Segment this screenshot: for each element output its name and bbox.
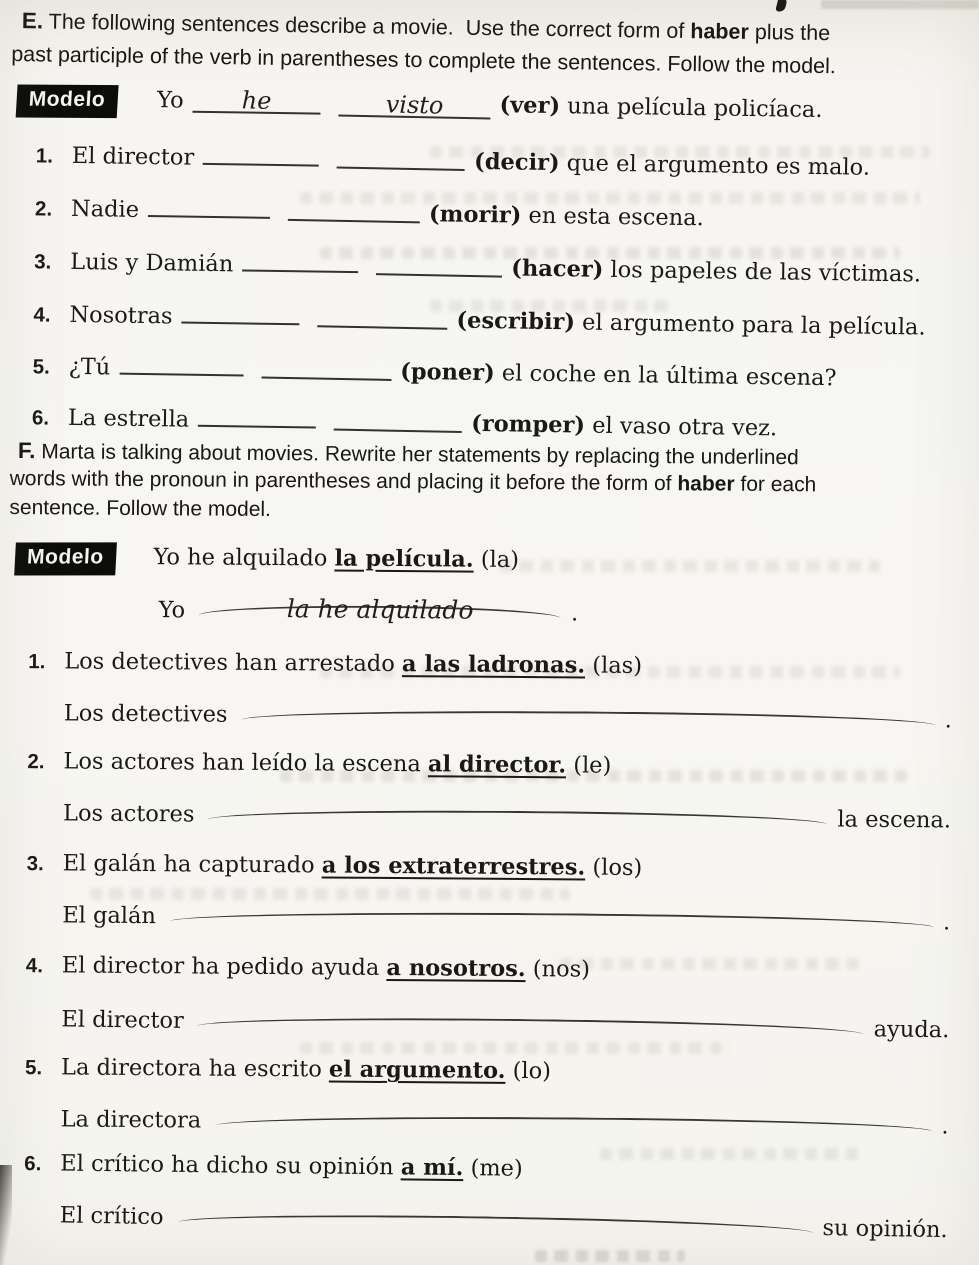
sentence-rest: los papeles de las víctimas. — [603, 256, 922, 288]
exercise-f-answer-3 — [62, 902, 950, 935]
exercise-f-answer-2 — [63, 800, 951, 833]
answer-line — [170, 910, 933, 932]
answer-subject: Los detectives — [63, 700, 228, 728]
exercise-e-item-1 — [36, 132, 871, 180]
pronoun-cue: (los) — [585, 854, 643, 881]
exercise-f-model-answer — [158, 594, 579, 627]
answer-subject: El crítico — [59, 1202, 164, 1231]
exercise-f-instructions-line1: F. Marta is talking about movies. Rewrite her statements by replacing the underlined — [17, 438, 799, 470]
answer-blank — [198, 397, 316, 429]
answer-subject: Yo — [158, 597, 186, 624]
exercise-f-item-6 — [24, 1150, 523, 1182]
item-number: 6. — [31, 406, 50, 430]
pronoun-cue: (me) — [463, 1155, 523, 1182]
item-number: 3. — [26, 852, 44, 876]
answer-blank — [317, 297, 448, 329]
item-number: 6. — [24, 1152, 42, 1176]
verb-cue: (poner) — [400, 358, 495, 387]
sentence-rest: una película policíaca. — [559, 93, 823, 124]
underlined-phrase: a los extraterrestres. — [321, 852, 586, 881]
item-number: 3. — [34, 250, 52, 274]
answer-suffix: . — [944, 707, 952, 734]
exercise-f-section — [4, 438, 968, 1265]
answer-line — [208, 809, 827, 830]
answer-line — [215, 1115, 931, 1137]
pronoun-cue: (nos) — [525, 956, 591, 983]
answer-suffix: su opinión. — [822, 1215, 948, 1244]
cutoff-glyph-artifact — [775, 0, 787, 13]
sentence-rest: en esta escena. — [521, 202, 704, 232]
sentence-rest: el argumento para la película. — [574, 309, 926, 341]
item-subject: Nosotras — [69, 301, 173, 330]
answer-blank — [334, 401, 463, 433]
exercise-f-item-5 — [25, 1054, 551, 1084]
answer-suffix: la escena. — [837, 806, 952, 834]
answer-blank — [181, 294, 299, 326]
answer-blank — [148, 187, 270, 219]
exercise-e-item-5 — [32, 343, 836, 391]
exercise-f-answer-6 — [60, 1202, 948, 1243]
item-sentence: Los detectives han arrestado a las ladronas. (las) — [64, 648, 643, 679]
answer-line — [198, 1015, 864, 1039]
exercise-e-item-4 — [33, 291, 926, 340]
handwritten-answer: la he alquilado — [286, 594, 474, 625]
item-sentence: El crítico ha dicho su opinión a mí. (me) — [60, 1150, 523, 1182]
verb-cue: (hacer) — [511, 255, 604, 283]
answer-line — [199, 594, 561, 625]
item-number: 2. — [27, 750, 45, 774]
exercise-e-item-3 — [34, 238, 921, 287]
answer-subject: El director — [61, 1006, 184, 1034]
answer-suffix: . — [941, 1113, 949, 1140]
verb-cue: (morir) — [428, 201, 522, 229]
item-sentence: El director ha pedido ayuda a nosotros. (nos) — [61, 952, 591, 983]
item-number: 4. — [25, 954, 44, 978]
answer-subject: El galán — [62, 902, 157, 930]
answer-line — [177, 1211, 812, 1238]
answer-line — [241, 709, 934, 730]
answer-blank — [203, 135, 319, 167]
pronoun-cue: (las) — [585, 652, 643, 679]
scan-edge-bar — [821, 0, 979, 9]
underlined-phrase: el argumento. — [328, 1056, 506, 1084]
exercise-f-item-4 — [26, 952, 590, 982]
underlined-phrase: a mí. — [400, 1154, 464, 1182]
exercise-e-item-6 — [32, 394, 778, 441]
verb-cue: (escribir) — [456, 307, 576, 336]
exercise-f-answer-1 — [64, 700, 952, 733]
exercise-e-instructions-line2: past participle of the verb in parentheses to complete the sentences. Follow the model. — [11, 41, 837, 79]
answer-subject: Los actores — [62, 800, 195, 828]
exercise-f-instructions-line3: sentence. Follow the model. — [9, 495, 272, 522]
item-number: 4. — [33, 303, 51, 327]
answer-blank — [192, 83, 320, 115]
verb-cue: (romper) — [470, 410, 586, 439]
answer-suffix: . — [942, 909, 951, 936]
exercise-f-answer-4 — [61, 1006, 949, 1043]
item-number: 5. — [32, 355, 50, 379]
exercise-f-instructions-line2: words with the pronoun in parentheses and placing it before the form of haber for each — [9, 466, 817, 497]
answer-subject: La directora — [60, 1106, 202, 1134]
sentence-rest: que el argumento es malo. — [559, 150, 871, 181]
underlined-phrase: a nosotros. — [386, 954, 526, 983]
exercise-f-model-row — [15, 542, 519, 579]
item-sentence: La directora ha escrito el argumento. (lo) — [60, 1054, 552, 1085]
handwritten-answer: he — [241, 86, 272, 115]
pronoun-cue: (lo) — [505, 1057, 552, 1085]
exercise-e-section — [11, 8, 964, 442]
sentence-rest: el vaso otra vez. — [584, 412, 778, 442]
item-sentence: El galán ha capturado a los extraterrestres. (los) — [62, 850, 643, 881]
verb-cue: (decir) — [473, 148, 560, 177]
modelo-badge: Modelo — [16, 85, 118, 119]
sentence-rest: el coche en la última escena? — [494, 360, 837, 392]
exercise-f-item-1 — [28, 648, 642, 679]
exercise-e-label: E. — [21, 8, 44, 34]
item-subject: Luis y Damián — [70, 248, 234, 278]
modelo-badge: Modelo — [14, 542, 116, 575]
item-subject: ¿Tú — [68, 353, 111, 381]
item-subject: Nadie — [70, 195, 140, 223]
exercise-f-item-2 — [27, 748, 611, 779]
underlined-phrase: al director. — [427, 751, 567, 779]
pronoun-cue: (la) — [473, 546, 520, 574]
handwritten-answer: visto — [385, 90, 444, 120]
pronoun-cue: (le) — [566, 752, 612, 779]
exercise-f-item-3 — [27, 850, 643, 881]
item-subject: El director — [71, 142, 195, 171]
answer-blank — [337, 139, 466, 171]
item-number: 2. — [34, 197, 53, 221]
answer-blank — [376, 245, 503, 277]
underlined-phrase: a las ladronas. — [401, 651, 586, 679]
item-sentence: Los actores han leído la escena al director. (le) — [63, 748, 612, 779]
item-number: 1. — [28, 650, 46, 674]
answer-blank — [288, 191, 421, 224]
underlined-phrase: la película. — [334, 545, 474, 573]
exercise-e-model-row — [16, 80, 822, 129]
answer-suffix: ayuda. — [873, 1016, 950, 1044]
answer-blank — [338, 87, 491, 120]
exercise-e-instructions-line1: E. The following sentences describe a movie. Use the correct form of haber plus the — [21, 8, 831, 46]
model-subject: Yo — [156, 87, 184, 114]
model-sentence: Yo he alquilado la película. (la) — [153, 544, 520, 574]
exercise-f-answer-5 — [61, 1106, 949, 1139]
item-number: 5. — [24, 1056, 43, 1080]
exercise-f-label: F. — [17, 438, 36, 464]
answer-blank — [242, 241, 358, 273]
item-subject: La estrella — [67, 404, 190, 433]
verb-cue: (ver) — [499, 92, 561, 120]
item-number: 1. — [35, 144, 54, 168]
answer-blank — [261, 348, 392, 380]
answer-suffix: . — [570, 600, 579, 627]
answer-blank — [119, 345, 243, 377]
